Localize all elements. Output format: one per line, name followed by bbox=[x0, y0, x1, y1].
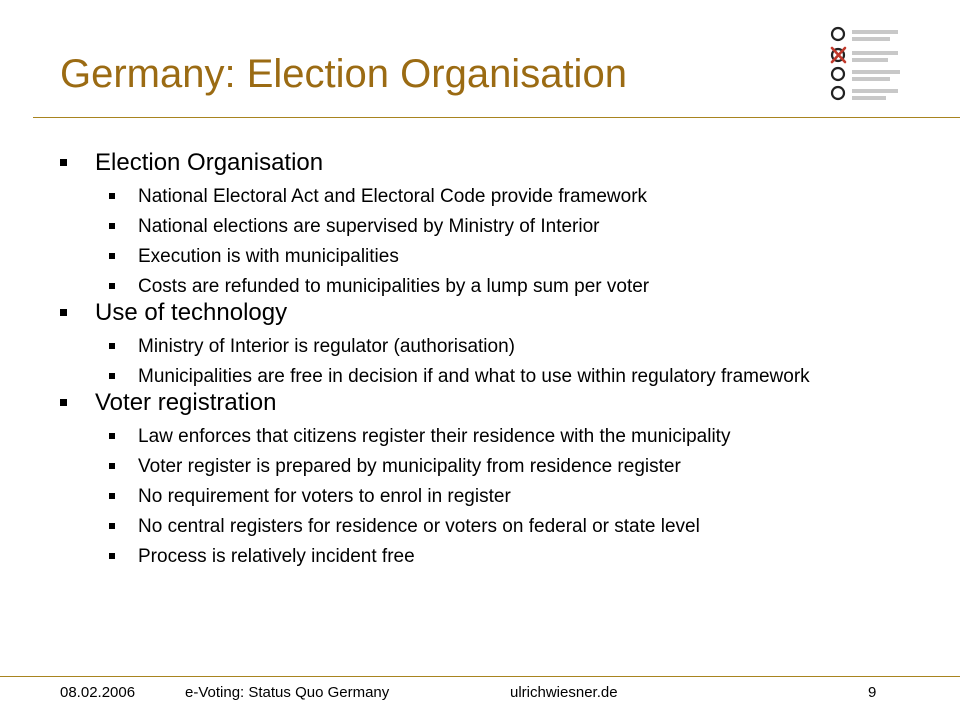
square-bullet-icon bbox=[60, 399, 67, 406]
bullet-item-text: No central registers for residence or voters on federal or state level bbox=[138, 516, 700, 537]
bullet-item bbox=[109, 426, 910, 448]
section-voter-registration bbox=[60, 388, 910, 568]
square-bullet-icon bbox=[109, 553, 115, 559]
bullet-heading bbox=[60, 298, 910, 328]
footer-author: ulrichwiesner.de bbox=[510, 684, 618, 701]
bullet-item bbox=[109, 246, 910, 268]
title-divider bbox=[33, 117, 960, 118]
bullet-item bbox=[109, 486, 910, 508]
bullet-heading-text: Election Organisation bbox=[95, 149, 324, 176]
footer-page-number: 9 bbox=[868, 684, 877, 701]
bullet-item-text: Ministry of Interior is regulator (authorisation) bbox=[138, 336, 515, 357]
footer-date: 08.02.2006 bbox=[60, 684, 136, 701]
slide-title: Germany: Election Organisation bbox=[60, 52, 627, 96]
section-use-of-technology bbox=[60, 298, 910, 388]
square-bullet-icon bbox=[109, 523, 115, 529]
bullet-heading bbox=[60, 388, 910, 418]
bullet-heading bbox=[60, 148, 910, 178]
square-bullet-icon bbox=[109, 223, 115, 229]
bullet-item bbox=[109, 456, 910, 478]
bullet-item bbox=[109, 546, 910, 568]
bullet-item-text: Voter register is prepared by municipality from residence register bbox=[138, 456, 681, 477]
square-bullet-icon bbox=[109, 343, 115, 349]
section-election-organisation bbox=[60, 148, 910, 298]
bullet-item bbox=[109, 216, 910, 238]
slide-content bbox=[60, 148, 910, 568]
square-bullet-icon bbox=[109, 283, 115, 289]
bullet-item-text: Municipalities are free in decision if and what to use within regulatory framework bbox=[138, 366, 810, 387]
square-bullet-icon bbox=[60, 159, 67, 166]
square-bullet-icon bbox=[109, 493, 115, 499]
square-bullet-icon bbox=[109, 373, 115, 379]
square-bullet-icon bbox=[109, 253, 115, 259]
bullet-item bbox=[109, 186, 910, 208]
footer-subject: e-Voting: Status Quo Germany bbox=[185, 684, 390, 701]
bullet-item-text: National elections are supervised by Ministry of Interior bbox=[138, 216, 600, 237]
bullet-item bbox=[109, 366, 910, 388]
bullet-item-text: Law enforces that citizens register their residence with the municipality bbox=[138, 426, 731, 447]
bullet-item-text: Execution is with municipalities bbox=[138, 246, 399, 267]
square-bullet-icon bbox=[109, 193, 115, 199]
ballot-checklist-icon bbox=[828, 26, 902, 102]
bullet-heading-text: Voter registration bbox=[95, 389, 277, 416]
bullet-item bbox=[109, 516, 910, 538]
square-bullet-icon bbox=[60, 309, 67, 316]
bullet-item-text: Costs are refunded to municipalities by a lump sum per voter bbox=[138, 276, 650, 297]
bullet-item-text: No requirement for voters to enrol in register bbox=[138, 486, 511, 507]
bullet-item bbox=[109, 276, 910, 298]
bullet-item bbox=[109, 336, 910, 358]
bullet-item-text: Process is relatively incident free bbox=[138, 546, 415, 567]
footer-divider bbox=[0, 676, 960, 677]
square-bullet-icon bbox=[109, 433, 115, 439]
bullet-heading-text: Use of technology bbox=[95, 299, 288, 326]
square-bullet-icon bbox=[109, 463, 115, 469]
bullet-item-text: National Electoral Act and Electoral Code provide framework bbox=[138, 186, 648, 207]
